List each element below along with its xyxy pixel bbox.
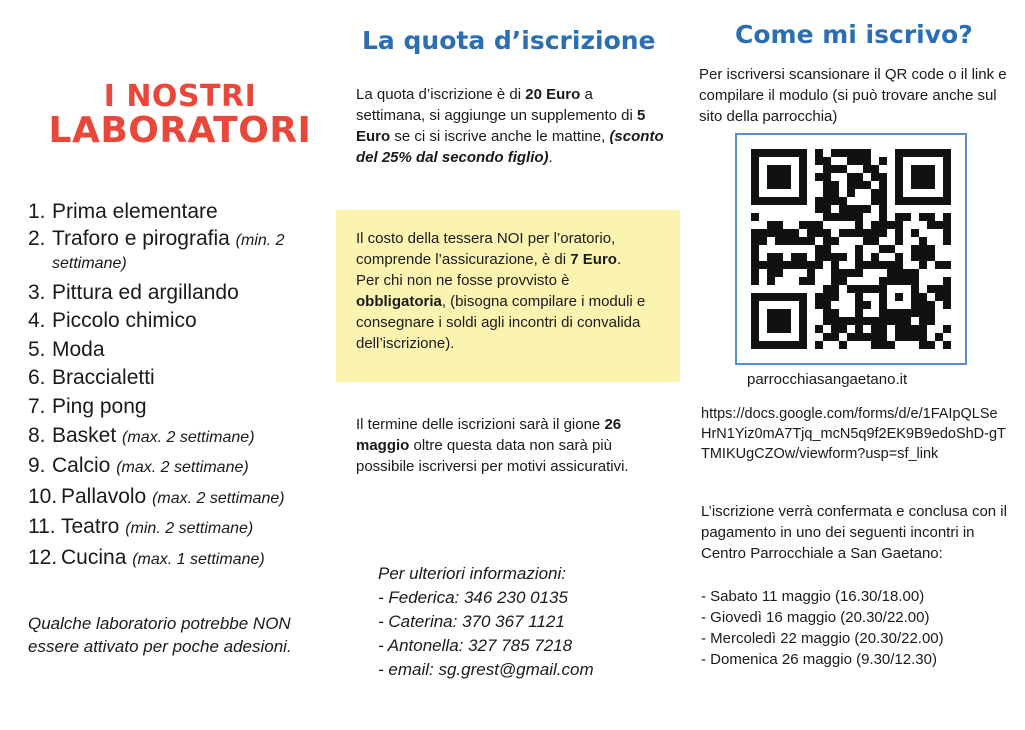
- fee-title: La quota d’iscrizione: [362, 26, 656, 55]
- list-item: 8. Basket (max. 2 settimane): [28, 423, 255, 447]
- contacts-block: [378, 562, 678, 682]
- labs-list: [28, 198, 340, 575]
- list-item: - Domenica 26 maggio (9.30/12.30): [701, 651, 937, 668]
- form-link[interactable]: https://docs.google.com/forms/d/e/1FAIpQLSeHrN1Yiz0mA7Tjq_mcN5q9f2EK9B9edoShD-gTTMIKUgCZOw/viewform?usp=sf_link: [701, 406, 1006, 462]
- labs-title-line1: I NOSTRI: [103, 79, 257, 114]
- membership-box: [336, 210, 680, 382]
- list-item: 12. Cucina (max. 1 settimane): [28, 545, 265, 569]
- list-item: - Sabato 11 maggio (16.30/18.00): [701, 588, 925, 605]
- labs-title: [45, 79, 315, 151]
- deadline-paragraph: Il termine delle iscrizioni sarà il gione 26 maggio oltre questa data non sarà più possibile iscriversi per motivi assicurativi.: [356, 416, 629, 475]
- meeting-dates: [701, 586, 1011, 670]
- labs-footnote: Qualche laboratorio potrebbe NON essere attivato per poche adesioni.: [28, 614, 292, 656]
- contact-email: - email: sg.grest@gmail.com: [378, 660, 594, 679]
- list-item: 11. Teatro (min. 2 settimane): [28, 515, 254, 539]
- list-item: 9. Calcio (max. 2 settimane): [28, 454, 249, 478]
- list-item: 10. Pallavolo (max. 2 settimane): [28, 484, 285, 508]
- contacts-heading: Per ulteriori informazioni:: [378, 564, 567, 583]
- membership-text: Il costo della tessera NOI per l’oratorio, comprende l’assicurazione, è di 7 Euro.: [356, 230, 622, 268]
- contact-federica: - Federica: 346 230 0135: [378, 588, 568, 607]
- qr-code-icon: [751, 149, 951, 349]
- contact-antonella: - Antonella: 327 785 7218: [378, 636, 573, 655]
- list-item: 6. Braccialetti: [28, 366, 155, 390]
- fee-paragraph: La quota d’iscrizione è di 20 Euro a settimana, si aggiunge un supplemento di 5 Euro se ci si iscrive anche le mattine, (sconto del 25% dal secondo figlio).: [356, 86, 664, 166]
- qr-code: [735, 133, 967, 365]
- list-item: 2. Traforo e pirografia (min. 2 settimane): [28, 226, 285, 272]
- list-item: 7. Ping pong: [28, 394, 147, 418]
- membership-obligation: Per chi non ne fosse provvisto è obbligatoria, (bisogna compilare i moduli e consegnare i soldi agli incontri di convalida dell’iscrizione).: [356, 272, 646, 352]
- parish-website: parrocchiasangaetano.it: [747, 371, 908, 388]
- list-item: 3. Pittura ed argillando: [28, 280, 239, 304]
- labs-title-line2: LABORATORI: [48, 110, 312, 151]
- list-item: 1. Prima elementare: [28, 200, 218, 223]
- signup-instructions: Per iscriversi scansionare il QR code o il link e compilare il modulo (si può trovare anche sul sito della parrocchia): [699, 66, 1007, 125]
- list-item: 4. Piccolo chimico: [28, 309, 197, 333]
- list-item: - Mercoledì 22 maggio (20.30/22.00): [701, 630, 944, 647]
- list-item: - Giovedì 16 maggio (20.30/22.00): [701, 609, 930, 626]
- signup-title: Come mi iscrivo?: [735, 20, 973, 49]
- confirmation-text: L’iscrizione verrà confermata e conclusa con il pagamento in uno dei seguenti incontri in Centro Parrocchiale a San Gaetano:: [701, 503, 1007, 562]
- contact-caterina: - Caterina: 370 367 1121: [378, 612, 565, 631]
- list-item: 5. Moda: [28, 337, 105, 361]
